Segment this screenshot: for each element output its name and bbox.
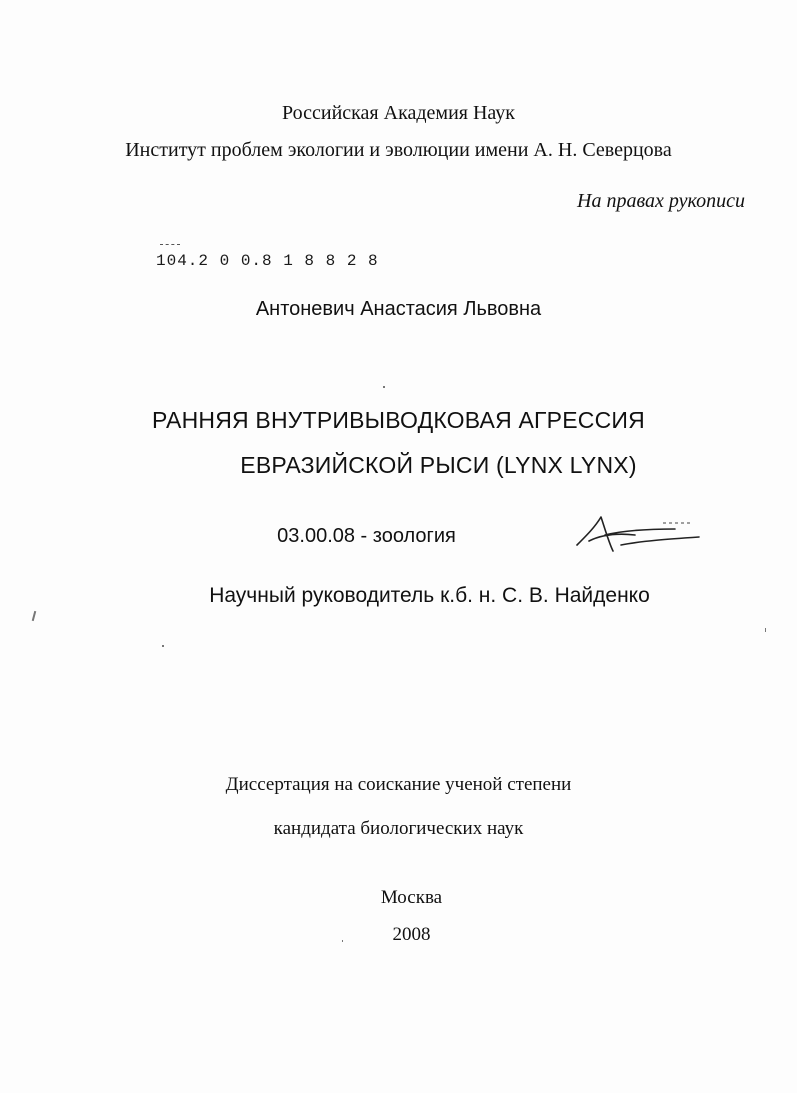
scan-speck bbox=[162, 645, 164, 647]
scan-speck bbox=[32, 611, 37, 621]
stamp-mark bbox=[160, 244, 180, 247]
scan-speck bbox=[383, 386, 385, 388]
year: 2008 bbox=[392, 924, 431, 945]
scientific-supervisor: Научный руководитель к.б. н. С. В. Найденко bbox=[209, 584, 650, 607]
scan-speck bbox=[765, 628, 766, 632]
academy-name: Российская Академия Наук bbox=[281, 102, 516, 124]
thesis-title-line-1: РАННЯЯ ВНУТРИВЫВОДКОВАЯ АГРЕССИЯ bbox=[152, 407, 645, 433]
library-stamp: 104.2 0 0.8 1 8 8 2 8 bbox=[156, 252, 379, 270]
author-name: Антоневич Анастасия Львовна bbox=[255, 298, 542, 320]
specialty-code: 03.00.08 - зоология bbox=[277, 525, 456, 547]
dissertation-line-2: кандидата биологических наук bbox=[273, 818, 524, 839]
city: Москва bbox=[380, 887, 443, 908]
institute-name: Институт проблем экологии и эволюции имени А. Н. Северцова bbox=[125, 139, 672, 161]
manuscript-note: На правах рукописи bbox=[577, 190, 745, 212]
thesis-title-line-2: ЕВРАЗИЙСКОЙ РЫСИ (LYNX LYNX) bbox=[240, 452, 637, 478]
handwritten-signature bbox=[565, 505, 705, 560]
dissertation-line-1: Диссертация на соискание ученой степени bbox=[225, 774, 572, 795]
scan-speck bbox=[342, 940, 343, 942]
